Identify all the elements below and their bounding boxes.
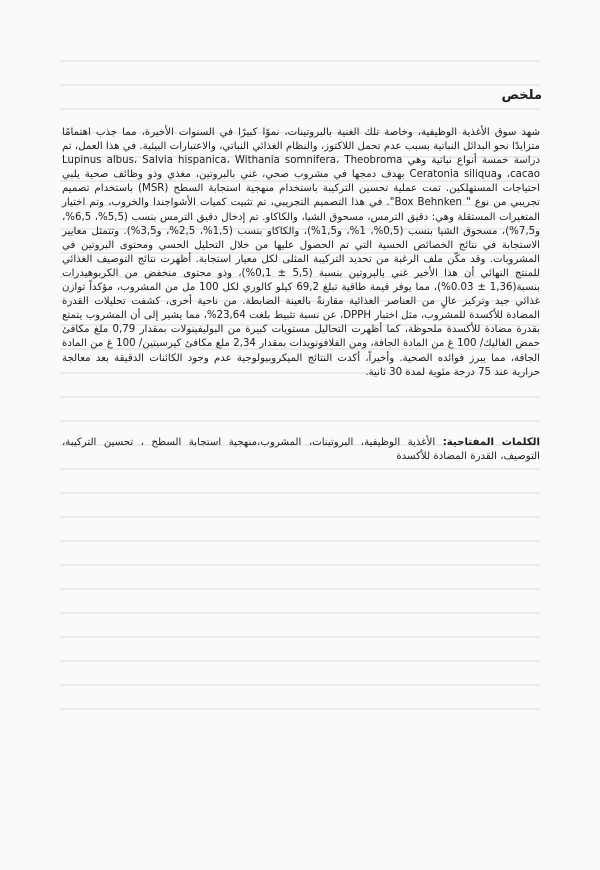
keywords-paragraph — [62, 436, 540, 464]
keywords-label: الكلمات المفتاحية: — [442, 437, 541, 448]
keywords-list: الأغذية الوظيفية، البروتينات، المشروب،منهجية استجابة السطح ، تحسين التركيبة، التوصيف، القدرة المضادة للأكسدة — [62, 437, 540, 462]
abstract-body: شهد سوق الأغذية الوظيفية، وخاصة تلك الغنية بالبروتينات، نموًا كبيرًا في السنوات الأخيرة، مما جذب اهتمامًا متزايدًا نحو البدائل النباتية بسبب عدم تحمل اللاكتوز، والنظام الغذائي النباتي، والاعتبارات البيئية. في هذا العمل، تم دراسة خمسة أنواع نباتية وهي Lupinus albus، Salvia hispanica، Withania somnifera، Theobroma cacao، وCeratonia siliqua بهدف دمجها في مشروب صحي، غني بالبروتين، مغذي وذو وظائف صحية يلبي احتياجات المستهلكين. تمت عملية تحسين التركيبة باستخدام منهجية استجابة السطح (MSR) باستخدام تصميم تجريبي من نوع " Box Behnken". في هذا التصميم التجريبي، تم تثبيت كميات الأشواجندا والخروب، وتم اختيار المتغيرات المستقلة وهي: دقيق الترمس، مسحوق الشيا، والكاكاو. تم إدخال دقيق الترمس بنسب (5,5%، 6,5%، و7,5%)، مسحوق الشيا بنسب (0,5%، 1%، و1,5%)، والكاكاو بنسب (1,5%، 2,5%، و3,5%). وتتمثل معايير الاستجابة في نتائج الخصائص الحسية التي تم الحصول عليها من خلال التحليل الحسي ومحتوى البروتين في المشروبات. وقد مكّن ملف الرغبة من تحديد التركيبة المثلى لكل معيار استجابة. أظهرت نتائج التوصيف الغذائي للمنتج النهائي أن هذا الأخير غني بالبروتين بنسبة (5,5 ± 0,1%)، وذو محتوى منخفض من الكربوهيدرات بنسبة(1,36 ± 0.03%)، مما يوفر قيمة طاقية تبلغ 69,2 كيلو كالوري لكل 100 مل من المشروب، مؤكداً توازن غذائي جيد وتركيز عالٍ من العناصر الغذائية مقارنةً بالعينة الضابطة. من ناحية أخرى، كشفت تحليلات القدرة المضادة للأكسدة للمشروب، مثل اختبار DPPH، عن نسبة تثبيط بلغت 23,64%، مما يشير إلى أن المشروب يتمتع بقدرة مضادة للأكسدة ملحوظة، كما أظهرت التحاليل مستويات كبيرة من البوليفينولات بمقدار 0,79 ملغ مكافئ حمض الغاليك/ 100 غ من المادة الجافة، ومن الفلافونويدات بمقدار 2,34 ملغ مكافئ كيرسيتين/ 100 غ من المادة الجافة، مما يبرز فوائده الصحية. وأخيراً، أكدت النتائج الميكروبيولوجية عدم وجود الكائنات الدقيقة بعد معالجة حرارية عند 75 درجة مئوية لمدة 30 ثانية. — [62, 127, 541, 378]
abstract-title: ملخص — [501, 88, 542, 103]
